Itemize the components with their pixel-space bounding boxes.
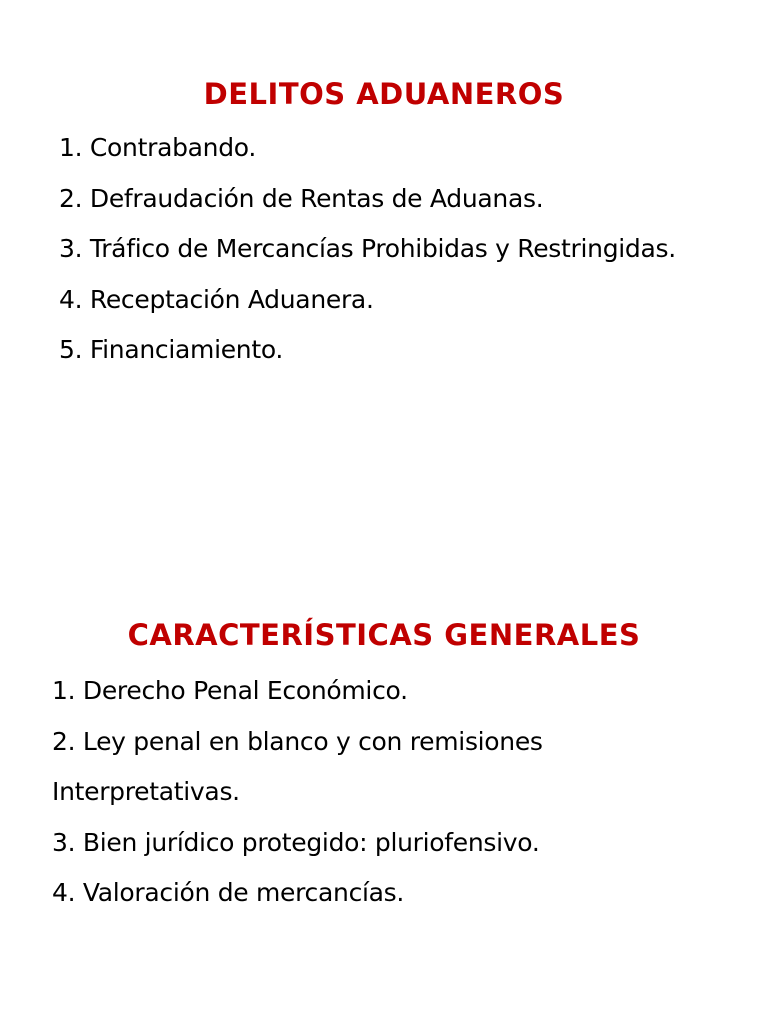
section-title-caracteristicas-generales: CARACTERÍSTICAS GENERALES	[127, 618, 641, 652]
caracteristicas-list	[52, 666, 543, 919]
list-item: 1. Derecho Penal Económico.	[52, 676, 408, 705]
list-item: 4. Valoración de mercancías.	[52, 878, 405, 907]
delitos-list	[59, 123, 676, 376]
list-item: 1. Contrabando.	[59, 133, 257, 162]
list-item: 3. Bien jurídico protegido: pluriofensivo.	[52, 827, 540, 857]
list-item: 3. Tráfico de Mercancías Prohibidas y Restringidas.	[59, 234, 676, 263]
list-item: 2. Ley penal en blanco y con remisiones	[52, 726, 543, 756]
list-item: 4. Receptación Aduanera.	[59, 284, 374, 314]
list-item-continuation: Interpretativas.	[52, 777, 240, 806]
list-item: 2. Defraudación de Rentas de Aduanas.	[59, 183, 544, 213]
section-title-delitos-aduaneros: DELITOS ADUANEROS	[203, 77, 565, 111]
list-item: 5. Financiamiento.	[59, 335, 284, 364]
